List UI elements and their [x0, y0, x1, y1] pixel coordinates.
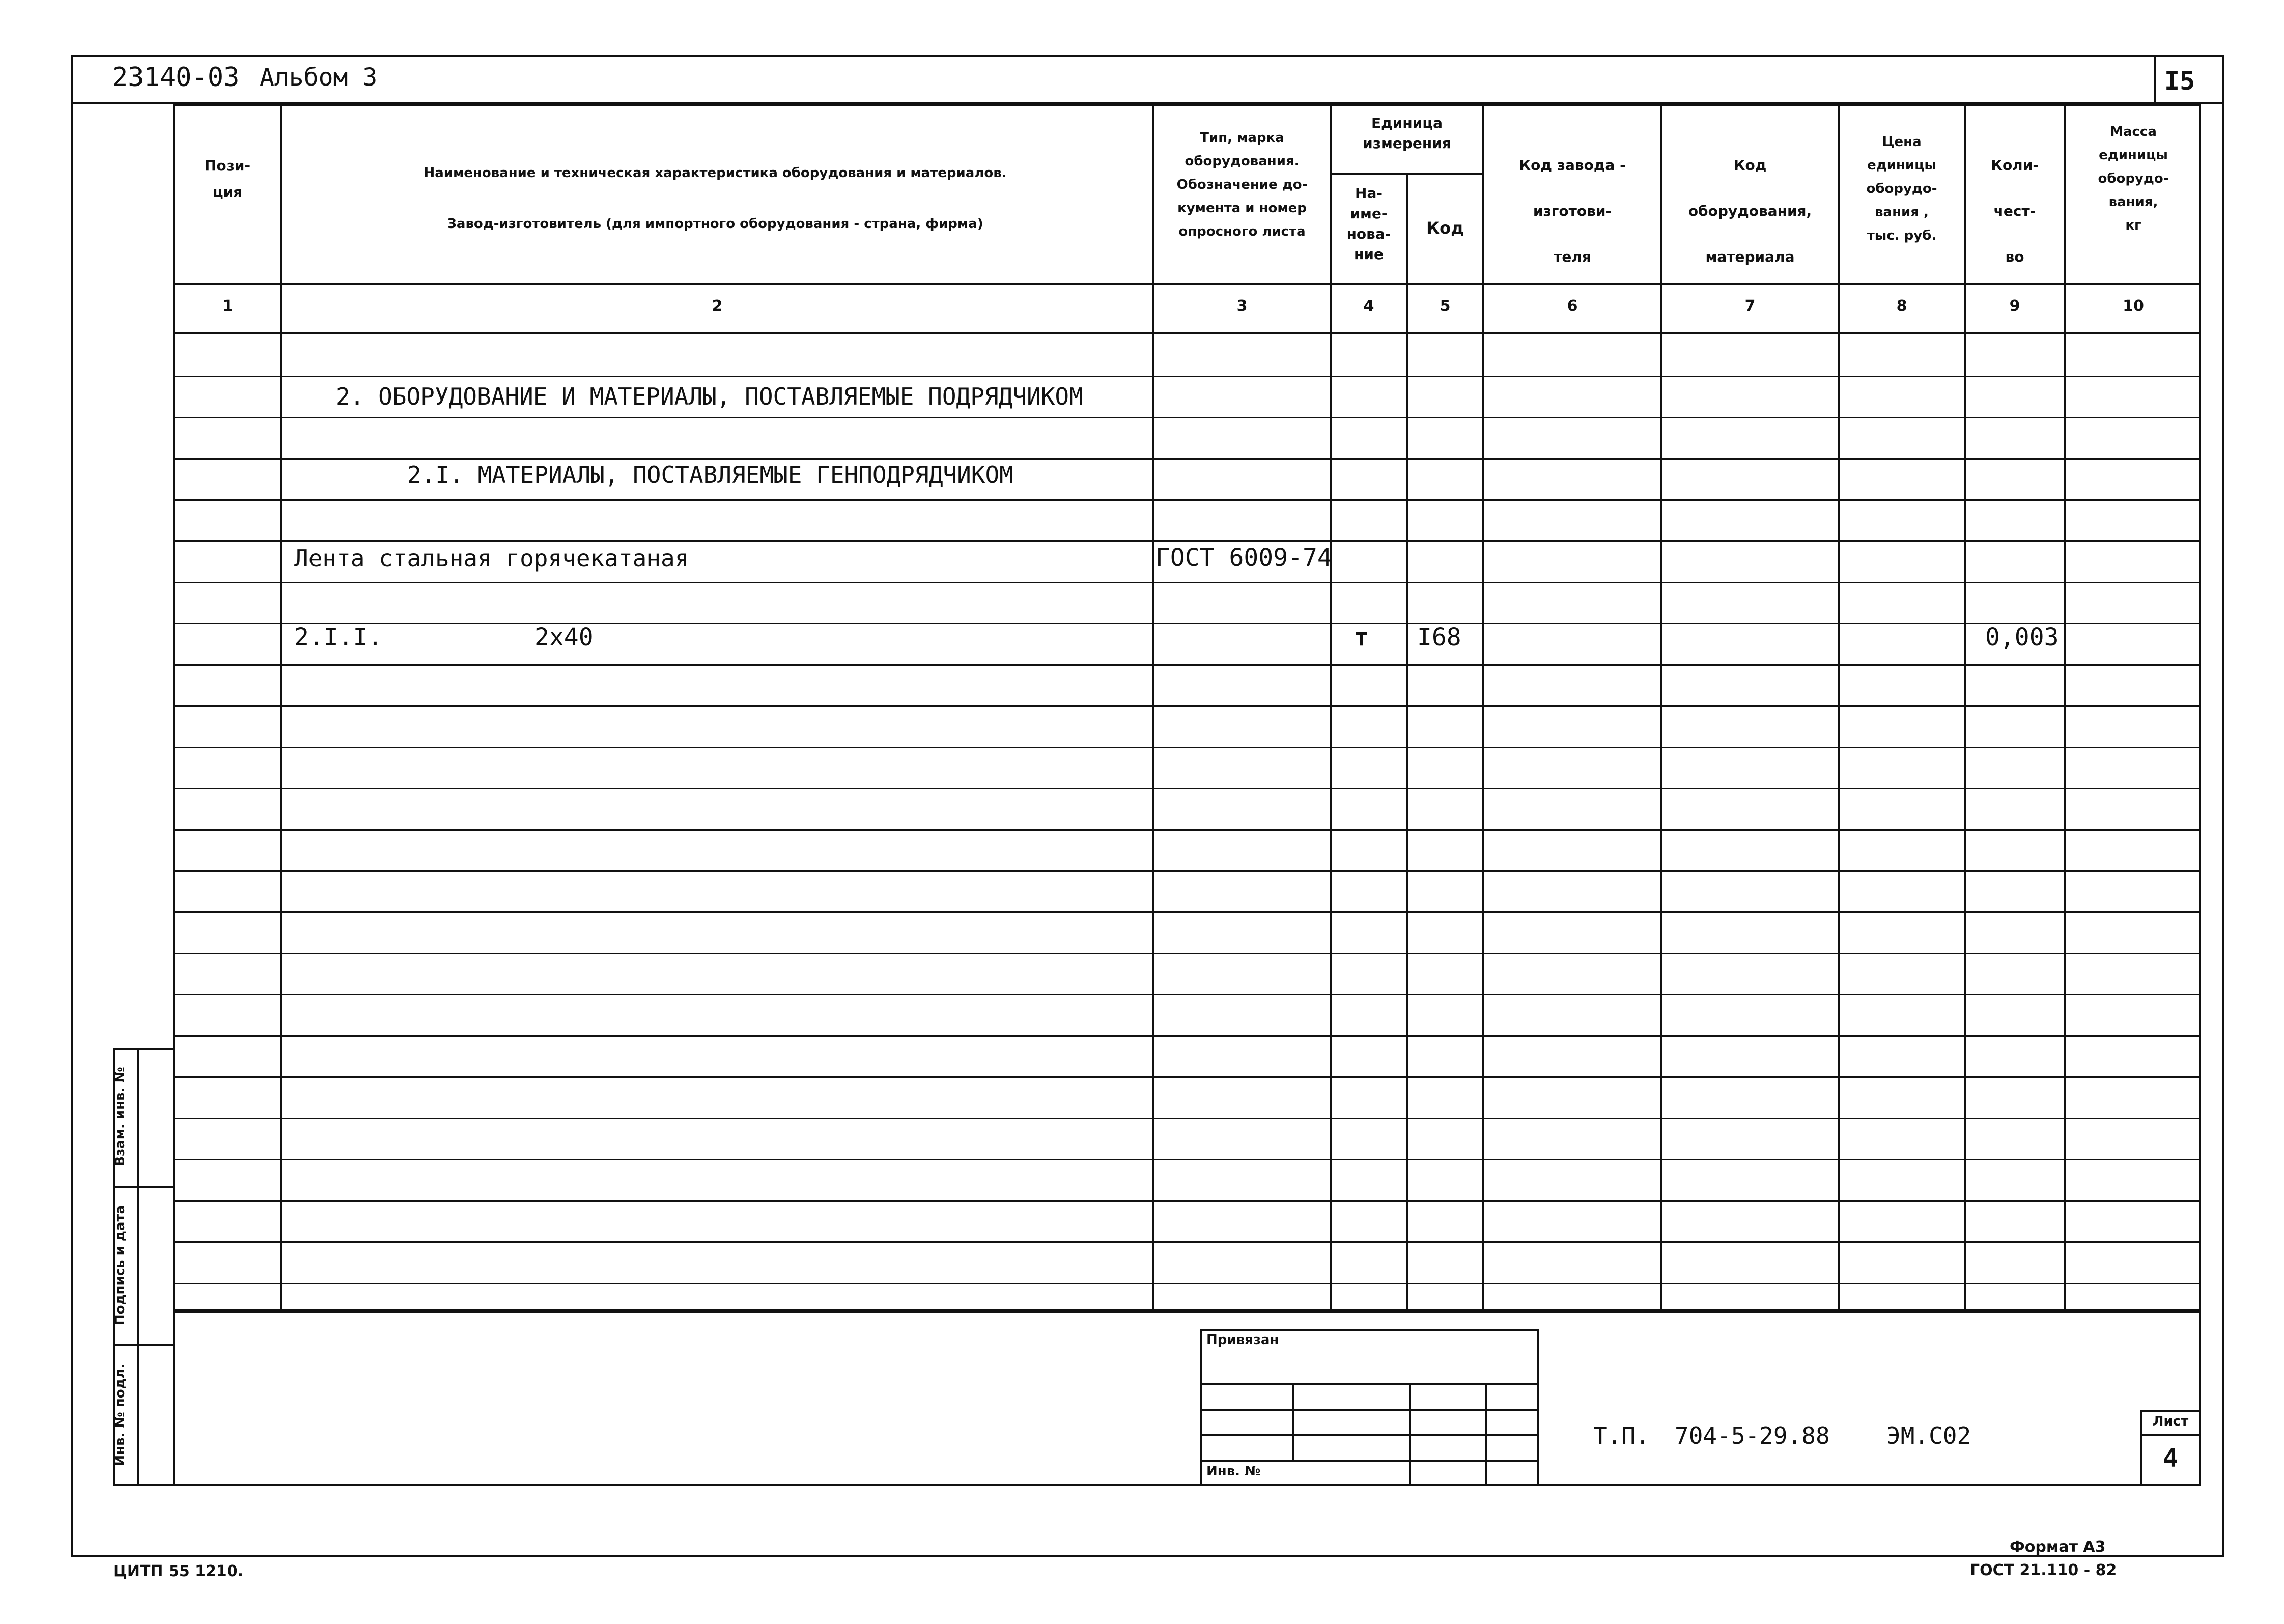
header-position: Пози- ция: [204, 157, 251, 201]
header-type: Тип, марка оборудования. Обозначение до- кумента и номер опросного листа: [1176, 130, 1308, 239]
table-row-line: [173, 540, 2201, 542]
table-row-line: [173, 664, 2201, 666]
item-standard: ГОСТ 6009-74: [1155, 544, 1332, 572]
side-stamp-vzam: Взам. инв. №: [112, 1067, 128, 1166]
header-unit-name: На- име- нова- ние: [1346, 185, 1391, 263]
sheet-number: I5: [2164, 66, 2195, 96]
table-row-line: [173, 499, 2201, 501]
header-unit-code: Код: [1426, 218, 1464, 238]
colnum-4: 4: [1363, 297, 1374, 315]
colnum-7: 7: [1744, 297, 1756, 315]
table-row-line: [173, 953, 2201, 954]
privyazan-box: [1200, 1329, 1539, 1486]
header-equipment-code: Код оборудования, материала: [1688, 157, 1812, 265]
table-row-line: [173, 870, 2201, 872]
table-row-line: [173, 582, 2201, 583]
colnum-5: 5: [1440, 297, 1451, 315]
colnum-8: 8: [1896, 297, 1907, 315]
table-row-line: [173, 458, 2201, 460]
colnum-9: 9: [2009, 297, 2020, 315]
section-title: 2. ОБОРУДОВАНИЕ И МАТЕРИАЛЫ, ПОСТАВЛЯЕМЫЕ ПОДРЯДЧИКОМ: [336, 383, 1083, 410]
header-price: Цена единицы оборудо- вания , тыс. руб.: [1866, 134, 1937, 243]
inv-no-label: Инв. №: [1206, 1464, 1261, 1479]
colnum-2: 2: [712, 297, 723, 315]
table-row-line: [173, 1118, 2201, 1119]
colnum-1: 1: [222, 297, 233, 315]
item-quantity: 0,003: [1985, 623, 2059, 651]
doc-code-prefix: Т.П.: [1593, 1422, 1650, 1449]
table-row-line: [173, 1241, 2201, 1243]
item-name: Лента стальная горячекатаная: [294, 545, 689, 572]
album-code: 23140-03: [112, 62, 240, 93]
subsection-title: 2.I. МАТЕРИАЛЫ, ПОСТАВЛЯЕМЫЕ ГЕНПОДРЯДЧИКОМ: [407, 461, 1013, 489]
table-row-line: [173, 747, 2201, 748]
table-row-line: [173, 1200, 2201, 1202]
table-row-line: [173, 1076, 2201, 1078]
table-row-line: [173, 994, 2201, 995]
item-unit-code: I68: [1417, 623, 1461, 651]
table-row-line: [173, 1035, 2201, 1037]
colnum-10: 10: [2123, 297, 2144, 315]
item-size: 2х40: [534, 623, 594, 651]
footer-gost: ГОСТ 21.110 - 82: [1970, 1561, 2117, 1579]
item-position: 2.I.I.: [294, 623, 383, 651]
table-row-line: [173, 417, 2201, 418]
colnum-6: 6: [1567, 297, 1578, 315]
header-mass: Масса единицы оборудо- вания, кг: [2098, 124, 2169, 233]
album-label: Альбом 3: [260, 63, 378, 92]
list-number: 4: [2162, 1443, 2179, 1473]
title-block: [173, 1311, 2201, 1486]
colnum-3: 3: [1236, 297, 1248, 315]
table-row-line: [173, 911, 2201, 913]
header-name: Наименование и техническая характеристика оборудования и материалов. Завод-изготовитель (для импортного оборудования - страна, фирма): [424, 165, 1007, 232]
header-quantity: Коли- чест- во: [1991, 157, 2039, 265]
table-row-line: [173, 376, 2201, 377]
table-row-line: [173, 1159, 2201, 1160]
list-label: Лист: [2152, 1414, 2189, 1429]
side-stamp-podpis: Подпись и дата: [112, 1205, 128, 1326]
sheet-number-box-left: [2154, 55, 2156, 104]
table-row-line: [173, 829, 2201, 831]
table-row-line: [173, 1283, 2201, 1284]
footer-left: ЦИТП 55 1210.: [113, 1562, 244, 1580]
doc-code-suffix: ЭМ.С02: [1886, 1422, 1971, 1449]
item-unit: т: [1354, 623, 1369, 651]
privyazan-label: Привязан: [1206, 1332, 1279, 1348]
table-row-line: [173, 623, 2201, 624]
header-factory-code: Код завода - изготови- теля: [1519, 157, 1626, 265]
table-row-line: [173, 788, 2201, 789]
side-stamp-inv-podl: Инв. № подл.: [112, 1363, 128, 1466]
table-row-line: [173, 705, 2201, 707]
header-unit: Единица измерения: [1363, 115, 1451, 152]
footer-format: Формат А3: [2010, 1538, 2106, 1556]
doc-code-number: 704-5-29.88: [1675, 1422, 1830, 1449]
